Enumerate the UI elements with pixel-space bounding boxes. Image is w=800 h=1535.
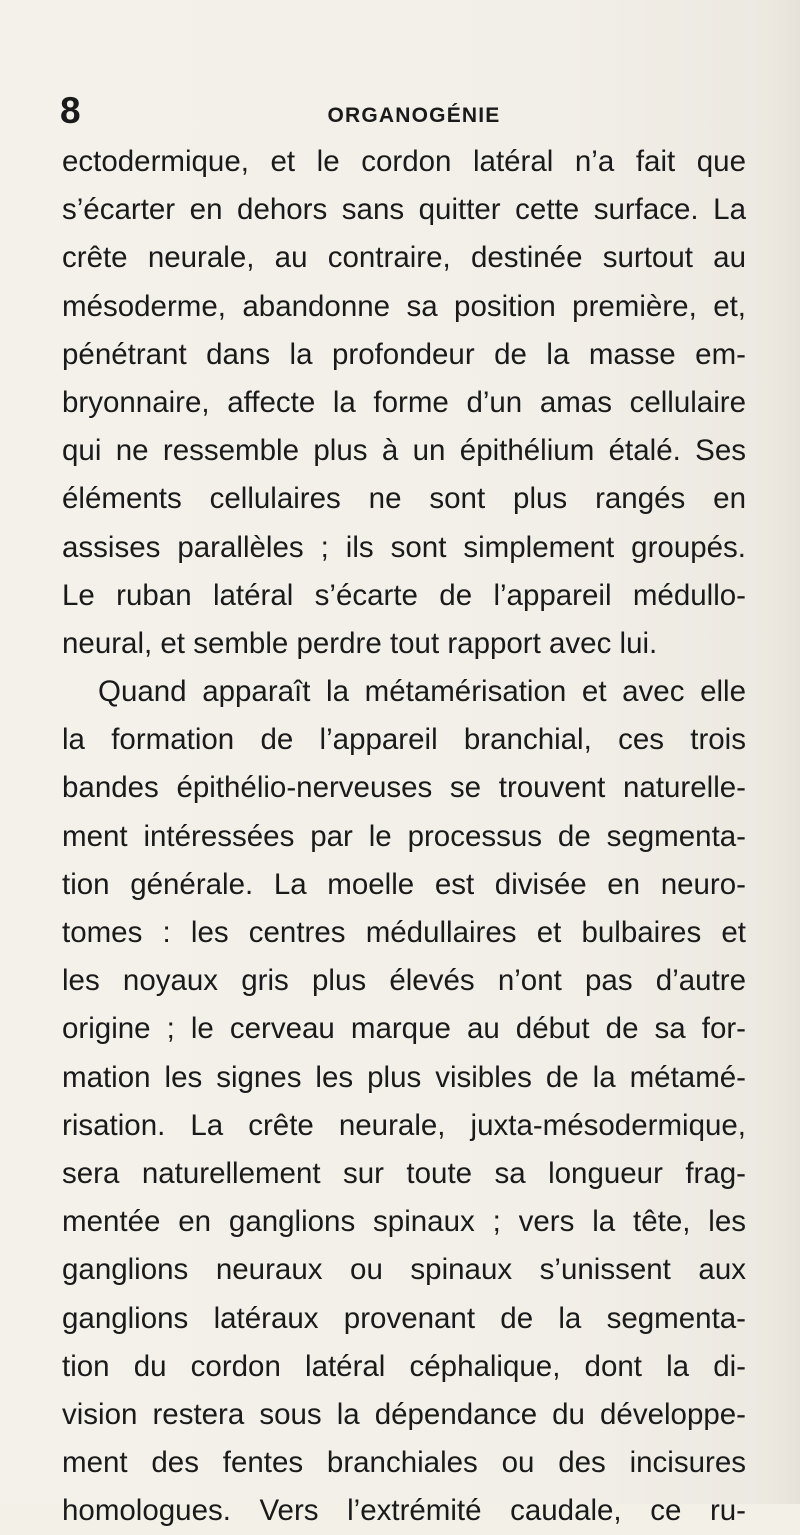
text-line: origine ; le cerveau marque au début de sa for- — [62, 1012, 746, 1046]
text-line: mentée en ganglions spinaux ; vers la tête, les — [62, 1205, 746, 1239]
running-title: ORGANOGÉNIE — [327, 104, 501, 127]
text-line: pénétrant dans la profondeur de la masse em- — [62, 337, 746, 371]
text-line: s’écarter en dehors sans quitter cette surface. La — [62, 193, 746, 227]
body-text — [62, 138, 746, 1535]
page-number: 8 — [60, 90, 81, 131]
text-line: tomes : les centres médullaires et bulbaires et — [62, 916, 746, 949]
text-line: neural, et semble perdre tout rapport avec lui. — [62, 626, 658, 660]
text-line: tion du cordon latéral céphalique, dont la di- — [62, 1349, 746, 1383]
text-line: ment intéressées par le processus de segmenta- — [62, 819, 746, 853]
text-line: ment des fentes branchiales ou des incisures — [62, 1446, 746, 1480]
text-line: vision restera sous la dépendance du développe- — [62, 1397, 746, 1431]
text-line: sera naturellement sur toute sa longueur frag- — [62, 1156, 746, 1190]
text-line-indented: Quand apparaît la métamérisation et avec elle — [98, 675, 746, 709]
text-line: ganglions latéraux provenant de la segmenta- — [62, 1301, 746, 1335]
text-line: éléments cellulaires ne sont plus rangés en — [62, 482, 746, 516]
text-line: homologues. Vers l’extrémité caudale, ce ru- — [62, 1494, 746, 1528]
text-line: les noyaux gris plus élevés n’ont pas d’autre — [62, 964, 746, 998]
text-line: assises parallèles ; ils sont simplement groupés. — [62, 530, 746, 564]
text-line: bryonnaire, affecte la forme d’un amas cellulaire — [62, 385, 746, 419]
text-line: tion générale. La moelle est divisée en neuro- — [62, 867, 746, 901]
text-line: la formation de l’appareil branchial, ces trois — [62, 723, 746, 757]
text-line: mation les signes les plus visibles de la métamé- — [62, 1060, 746, 1094]
text-line: crête neurale, au contraire, destinée surtout au — [62, 241, 746, 275]
text-line: mésoderme, abandonne sa position première, et, — [62, 289, 746, 323]
text-line: bandes épithélio-nerveuses se trouvent naturelle- — [62, 771, 746, 805]
text-line: qui ne ressemble plus à un épithélium étalé. Ses — [62, 434, 746, 468]
text-line: ectodermique, et le cordon latéral n’a fait que — [62, 145, 746, 178]
text-line: risation. La crête neurale, juxta-mésodermique, — [62, 1108, 746, 1142]
text-line: ganglions neuraux ou spinaux s’unissent aux — [62, 1253, 746, 1287]
text-line: Le ruban latéral s’écarte de l’appareil médullo- — [62, 578, 746, 612]
